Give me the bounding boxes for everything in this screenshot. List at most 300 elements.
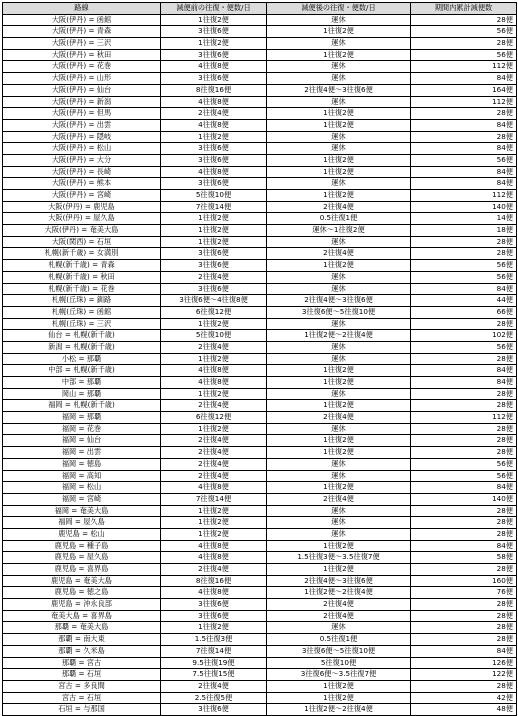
table-row <box>3 540 517 552</box>
cell-total: 28便 <box>411 505 517 517</box>
cell-total: 76便 <box>411 587 517 599</box>
cell-after: 運休 <box>267 61 411 73</box>
cell-before: 6往復12便 <box>161 412 267 424</box>
cell-after: 1往復2便 <box>267 482 411 494</box>
cell-before: 2.5往復5便 <box>161 692 267 704</box>
cell-route: 大阪(伊丹) = 奄美大島 <box>3 225 161 237</box>
cell-total: 84便 <box>411 645 517 657</box>
cell-route: 札幌(丘珠) = 釧路 <box>3 295 161 307</box>
cell-after: 1往復2便 <box>267 377 411 389</box>
cell-total: 28便 <box>411 435 517 447</box>
cell-total: 28便 <box>411 248 517 260</box>
cell-total: 84便 <box>411 540 517 552</box>
cell-total: 56便 <box>411 271 517 283</box>
header-row <box>3 3 517 15</box>
table-row <box>3 388 517 400</box>
cell-route: 札幌(新千歳) = 花巻 <box>3 283 161 295</box>
table-row <box>3 96 517 108</box>
cell-route: 札幌(新千歳) = 青森 <box>3 260 161 272</box>
cell-total: 28便 <box>411 38 517 50</box>
cell-after: 1往復2便～2往復4便 <box>267 704 411 716</box>
table-row <box>3 528 517 540</box>
cell-route: 札幌(丘珠) = 三沢 <box>3 318 161 330</box>
cell-before: 1往復2便 <box>161 236 267 248</box>
cell-route: 鹿児島 = 奄美大島 <box>3 575 161 587</box>
cell-total: 18便 <box>411 225 517 237</box>
table-row <box>3 680 517 692</box>
table-row <box>3 108 517 120</box>
cell-total: 122便 <box>411 669 517 681</box>
cell-total: 84便 <box>411 119 517 131</box>
cell-route: 那覇 = 石垣 <box>3 669 161 681</box>
cell-after: 2往復4便 <box>267 610 411 622</box>
table-row <box>3 458 517 470</box>
cell-before: 5往復10便 <box>161 190 267 202</box>
table-row <box>3 493 517 505</box>
cell-before: 3往復6便 <box>161 154 267 166</box>
table-row <box>3 154 517 166</box>
cell-before: 1往復2便 <box>161 38 267 50</box>
cell-after: 運休 <box>267 458 411 470</box>
cell-before: 2往復4便 <box>161 447 267 459</box>
cell-route: 鹿児島 = 屋久島 <box>3 552 161 564</box>
cell-route: 大阪(伊丹) = 三沢 <box>3 38 161 50</box>
cell-route: 福岡 = 出雲 <box>3 447 161 459</box>
cell-before: 1往復2便 <box>161 622 267 634</box>
cell-route: 宮古 = 多良間 <box>3 680 161 692</box>
table-row <box>3 377 517 389</box>
table-row <box>3 634 517 646</box>
cell-before: 9.5往復19便 <box>161 657 267 669</box>
cell-before: 7.5往復15便 <box>161 669 267 681</box>
table-row <box>3 178 517 190</box>
table-row <box>3 505 517 517</box>
cell-route: 大阪(伊丹) = 宮崎 <box>3 190 161 202</box>
table-row <box>3 599 517 611</box>
table-row <box>3 248 517 260</box>
cell-after: 運休 <box>267 14 411 26</box>
cell-before: 4往復8便 <box>161 166 267 178</box>
cell-total: 28便 <box>411 447 517 459</box>
cell-after: 運休 <box>267 353 411 365</box>
cell-after: 1往復2便 <box>267 108 411 120</box>
cell-after: 1往復2便 <box>267 435 411 447</box>
cell-after: 1往復2便～2往復4便 <box>267 587 411 599</box>
cell-route: 那覇 = 宮古 <box>3 657 161 669</box>
table-row <box>3 271 517 283</box>
cell-after: 運休 <box>267 388 411 400</box>
table-row <box>3 190 517 202</box>
flight-reduction-table <box>2 2 517 716</box>
cell-total: 28便 <box>411 517 517 529</box>
cell-after: 運休 <box>267 236 411 248</box>
cell-before: 1往復2便 <box>161 505 267 517</box>
cell-total: 140便 <box>411 201 517 213</box>
cell-after: 運休～1往復2便 <box>267 225 411 237</box>
cell-total: 28便 <box>411 353 517 365</box>
table-row <box>3 622 517 634</box>
table-row <box>3 119 517 131</box>
table-row <box>3 365 517 377</box>
cell-after: 1往復2便 <box>267 680 411 692</box>
cell-total: 66便 <box>411 306 517 318</box>
table-row <box>3 61 517 73</box>
cell-total: 84便 <box>411 178 517 190</box>
cell-total: 140便 <box>411 493 517 505</box>
cell-route: 大阪(伊丹) = 大分 <box>3 154 161 166</box>
cell-total: 28便 <box>411 318 517 330</box>
cell-before: 2往復4便 <box>161 400 267 412</box>
cell-total: 28便 <box>411 634 517 646</box>
cell-before: 4往復8便 <box>161 587 267 599</box>
cell-route: 福岡 = 奄美大島 <box>3 505 161 517</box>
cell-route: 大阪(伊丹) = 長崎 <box>3 166 161 178</box>
cell-total: 58便 <box>411 552 517 564</box>
table-row <box>3 517 517 529</box>
cell-before: 1往復2便 <box>161 225 267 237</box>
cell-route: 那覇 = 奄美大島 <box>3 622 161 634</box>
cell-before: 4往復8便 <box>161 482 267 494</box>
table-row <box>3 412 517 424</box>
cell-before: 2往復4便 <box>161 108 267 120</box>
cell-route: 札幌(新千歳) = 秋田 <box>3 271 161 283</box>
cell-after: 2往復4便 <box>267 248 411 260</box>
cell-before: 3往復6便 <box>161 704 267 716</box>
cell-route: 福岡 = 屋久島 <box>3 517 161 529</box>
cell-before: 5往復10便 <box>161 330 267 342</box>
cell-route: 鹿児島 = 沖永良部 <box>3 599 161 611</box>
cell-route: 福岡 = 徳島 <box>3 458 161 470</box>
table-row <box>3 330 517 342</box>
cell-after: 3往復6便～3.5往復7便 <box>267 669 411 681</box>
cell-route: 岡山 = 那覇 <box>3 388 161 400</box>
table-row <box>3 564 517 576</box>
table-row <box>3 692 517 704</box>
table-row <box>3 341 517 353</box>
cell-before: 3往復6便 <box>161 26 267 38</box>
cell-route: 福岡 = 札幌(新千歳) <box>3 400 161 412</box>
table-row <box>3 201 517 213</box>
cell-before: 3往復6便 <box>161 49 267 61</box>
table-row <box>3 260 517 272</box>
cell-before: 3往復6便 <box>161 260 267 272</box>
cell-after: 1往復2便 <box>267 365 411 377</box>
cell-before: 1往復2便 <box>161 517 267 529</box>
cell-route: 宮古 = 石垣 <box>3 692 161 704</box>
cell-total: 44便 <box>411 295 517 307</box>
table-row <box>3 131 517 143</box>
cell-after: 1往復2便 <box>267 190 411 202</box>
cell-route: 大阪(伊丹) = 隠岐 <box>3 131 161 143</box>
cell-after: 運休 <box>267 505 411 517</box>
cell-before: 1往復2便 <box>161 423 267 435</box>
cell-total: 56便 <box>411 470 517 482</box>
cell-route: 大阪(関西) = 石垣 <box>3 236 161 248</box>
cell-before: 2往復4便 <box>161 458 267 470</box>
cell-after: 運休 <box>267 622 411 634</box>
cell-total: 48便 <box>411 704 517 716</box>
cell-after: 運休 <box>267 131 411 143</box>
cell-before: 4往復8便 <box>161 61 267 73</box>
cell-total: 112便 <box>411 96 517 108</box>
header-before: 減便前の往復・便数/日 <box>161 3 267 15</box>
table-row <box>3 166 517 178</box>
table-row <box>3 236 517 248</box>
cell-route: 大阪(伊丹) = 函館 <box>3 14 161 26</box>
cell-total: 28便 <box>411 680 517 692</box>
cell-before: 3往復6便 <box>161 248 267 260</box>
cell-route: 大阪(伊丹) = 山形 <box>3 73 161 85</box>
cell-after: 1往復2便 <box>267 692 411 704</box>
cell-before: 7往復14便 <box>161 201 267 213</box>
cell-after: 3往復6便～5往復10便 <box>267 306 411 318</box>
table-row <box>3 353 517 365</box>
cell-after: 運休 <box>267 318 411 330</box>
cell-after: 1往復2便 <box>267 400 411 412</box>
cell-route: 仙台 = 札幌(新千歳) <box>3 330 161 342</box>
cell-total: 84便 <box>411 365 517 377</box>
cell-after: 運休 <box>267 423 411 435</box>
cell-total: 164便 <box>411 84 517 96</box>
flight-reduction-sheet <box>2 2 516 716</box>
cell-total: 56便 <box>411 49 517 61</box>
cell-total: 28便 <box>411 388 517 400</box>
cell-after: 運休 <box>267 283 411 295</box>
cell-total: 84便 <box>411 283 517 295</box>
cell-total: 160便 <box>411 575 517 587</box>
cell-total: 28便 <box>411 528 517 540</box>
table-row <box>3 423 517 435</box>
cell-after: 運休 <box>267 470 411 482</box>
cell-after: 1往復2便 <box>267 119 411 131</box>
cell-after: 1往復2便 <box>267 260 411 272</box>
table-row <box>3 587 517 599</box>
table-row <box>3 482 517 494</box>
table-row <box>3 49 517 61</box>
table-row <box>3 295 517 307</box>
cell-before: 4往復8便 <box>161 119 267 131</box>
cell-total: 28便 <box>411 108 517 120</box>
cell-before: 1往復2便 <box>161 14 267 26</box>
cell-after: 2往復4便～3往復6便 <box>267 575 411 587</box>
cell-route: 福岡 = 宮崎 <box>3 493 161 505</box>
table-row <box>3 552 517 564</box>
cell-before: 1往復2便 <box>161 131 267 143</box>
cell-total: 28便 <box>411 400 517 412</box>
cell-before: 1往復2便 <box>161 528 267 540</box>
cell-after: 1往復2便 <box>267 154 411 166</box>
cell-after: 1往復2便 <box>267 540 411 552</box>
cell-before: 2往復4便 <box>161 435 267 447</box>
table-row <box>3 645 517 657</box>
cell-before: 1往復2便 <box>161 318 267 330</box>
table-row <box>3 283 517 295</box>
header-total: 期間内累計減便数 <box>411 3 517 15</box>
cell-after: 2往復4便 <box>267 201 411 213</box>
cell-total: 56便 <box>411 26 517 38</box>
cell-before: 4往復8便 <box>161 365 267 377</box>
cell-route: 福岡 = 松山 <box>3 482 161 494</box>
cell-after: 2往復4便～3往復6便 <box>267 295 411 307</box>
cell-after: 1.5往復3便～3.5往復7便 <box>267 552 411 564</box>
cell-total: 56便 <box>411 154 517 166</box>
cell-route: 小松 = 那覇 <box>3 353 161 365</box>
cell-route: 大阪(伊丹) = 青森 <box>3 26 161 38</box>
cell-before: 7往復14便 <box>161 645 267 657</box>
cell-total: 28便 <box>411 564 517 576</box>
table-row <box>3 435 517 447</box>
cell-after: 運休 <box>267 96 411 108</box>
cell-route: 鹿児島 = 種子島 <box>3 540 161 552</box>
cell-total: 28便 <box>411 14 517 26</box>
cell-after: 1往復2便 <box>267 26 411 38</box>
cell-after: 0.5往復1便 <box>267 634 411 646</box>
table-row <box>3 14 517 26</box>
cell-total: 28便 <box>411 131 517 143</box>
cell-before: 3往復6便～4往復8便 <box>161 295 267 307</box>
table-row <box>3 318 517 330</box>
cell-before: 8往復16便 <box>161 84 267 96</box>
cell-total: 126便 <box>411 657 517 669</box>
cell-before: 1往復2便 <box>161 388 267 400</box>
cell-before: 3往復6便 <box>161 73 267 85</box>
cell-route: 中部 = 札幌(新千歳) <box>3 365 161 377</box>
cell-total: 112便 <box>411 61 517 73</box>
cell-before: 2往復4便 <box>161 341 267 353</box>
table-row <box>3 306 517 318</box>
cell-after: 2往復4便 <box>267 412 411 424</box>
cell-after: 1往復2便 <box>267 564 411 576</box>
cell-total: 84便 <box>411 377 517 389</box>
cell-after: 運休 <box>267 143 411 155</box>
cell-after: 2往復4便 <box>267 599 411 611</box>
table-row <box>3 669 517 681</box>
cell-total: 28便 <box>411 599 517 611</box>
cell-total: 14便 <box>411 213 517 225</box>
table-row <box>3 38 517 50</box>
cell-route: 鹿児島 = 喜界島 <box>3 564 161 576</box>
cell-after: 0.5往復1便 <box>267 213 411 225</box>
cell-before: 2往復4便 <box>161 271 267 283</box>
cell-route: 奄美大島 = 喜界島 <box>3 610 161 622</box>
cell-route: 大阪(伊丹) = 新潟 <box>3 96 161 108</box>
cell-route: 大阪(伊丹) = 花巻 <box>3 61 161 73</box>
table-row <box>3 704 517 716</box>
cell-after: 運休 <box>267 178 411 190</box>
cell-before: 1往復2便 <box>161 213 267 225</box>
table-row <box>3 213 517 225</box>
cell-before: 4往復8便 <box>161 377 267 389</box>
cell-route: 福岡 = 那覇 <box>3 412 161 424</box>
cell-after: 5往復10便 <box>267 657 411 669</box>
cell-after: 運休 <box>267 38 411 50</box>
cell-after: 1往復2便 <box>267 49 411 61</box>
table-row <box>3 575 517 587</box>
cell-route: 那覇 = 久米島 <box>3 645 161 657</box>
cell-before: 4往復8便 <box>161 540 267 552</box>
table-row <box>3 447 517 459</box>
cell-total: 56便 <box>411 341 517 353</box>
table-body <box>3 14 517 715</box>
header-route: 路線 <box>3 3 161 15</box>
cell-before: 6往復12便 <box>161 306 267 318</box>
cell-after: 1往復2便～2往復4便 <box>267 330 411 342</box>
cell-after: 運休 <box>267 517 411 529</box>
cell-route: 石垣 = 与那国 <box>3 704 161 716</box>
table-row <box>3 610 517 622</box>
table-row <box>3 84 517 96</box>
cell-total: 84便 <box>411 73 517 85</box>
cell-route: 大阪(伊丹) = 屋久島 <box>3 213 161 225</box>
cell-after: 運休 <box>267 271 411 283</box>
cell-after: 運休 <box>267 73 411 85</box>
cell-before: 3往復6便 <box>161 599 267 611</box>
cell-total: 112便 <box>411 190 517 202</box>
cell-after: 2往復4便 <box>267 493 411 505</box>
table-row <box>3 470 517 482</box>
cell-after: 1往復2便 <box>267 166 411 178</box>
cell-route: 札幌(丘珠) = 函館 <box>3 306 161 318</box>
header-after: 減便後の往復・便数/日 <box>267 3 411 15</box>
cell-before: 8往復16便 <box>161 575 267 587</box>
cell-before: 4往復8便 <box>161 96 267 108</box>
cell-before: 2往復4便 <box>161 470 267 482</box>
cell-before: 2往復4便 <box>161 680 267 692</box>
cell-total: 42便 <box>411 692 517 704</box>
cell-route: 大阪(伊丹) = 出雲 <box>3 119 161 131</box>
cell-after: 運休 <box>267 528 411 540</box>
cell-before: 3往復6便 <box>161 283 267 295</box>
cell-route: 札幌(新千歳) = 女満別 <box>3 248 161 260</box>
cell-total: 84便 <box>411 166 517 178</box>
cell-total: 28便 <box>411 423 517 435</box>
cell-total: 28便 <box>411 622 517 634</box>
cell-route: 福岡 = 高知 <box>3 470 161 482</box>
cell-before: 4往復8便 <box>161 552 267 564</box>
cell-route: 新潟 = 札幌(新千歳) <box>3 341 161 353</box>
cell-after: 運休 <box>267 341 411 353</box>
table-header <box>3 3 517 15</box>
cell-after: 3往復6便～5往復10便 <box>267 645 411 657</box>
cell-before: 7往復14便 <box>161 493 267 505</box>
cell-total: 56便 <box>411 260 517 272</box>
table-row <box>3 657 517 669</box>
cell-total: 112便 <box>411 412 517 424</box>
cell-route: 鹿児島 = 松山 <box>3 528 161 540</box>
cell-before: 3往復6便 <box>161 178 267 190</box>
cell-route: 大阪(伊丹) = 鹿児島 <box>3 201 161 213</box>
cell-after: 1往復2便 <box>267 447 411 459</box>
cell-before: 3往復6便 <box>161 143 267 155</box>
cell-after: 2往復4便～3往復6便 <box>267 84 411 96</box>
cell-total: 102便 <box>411 330 517 342</box>
cell-total: 84便 <box>411 143 517 155</box>
cell-total: 84便 <box>411 482 517 494</box>
cell-route: 大阪(伊丹) = 松山 <box>3 143 161 155</box>
cell-before: 1.5往復3便 <box>161 634 267 646</box>
cell-total: 28便 <box>411 610 517 622</box>
cell-total: 28便 <box>411 236 517 248</box>
table-row <box>3 225 517 237</box>
cell-route: 大阪(伊丹) = 秋田 <box>3 49 161 61</box>
cell-before: 3往復6便 <box>161 610 267 622</box>
cell-route: 大阪(伊丹) = 但馬 <box>3 108 161 120</box>
cell-route: 那覇 = 南大東 <box>3 634 161 646</box>
cell-before: 1往復2便 <box>161 353 267 365</box>
cell-route: 鹿児島 = 徳之島 <box>3 587 161 599</box>
table-row <box>3 26 517 38</box>
cell-route: 中部 = 那覇 <box>3 377 161 389</box>
